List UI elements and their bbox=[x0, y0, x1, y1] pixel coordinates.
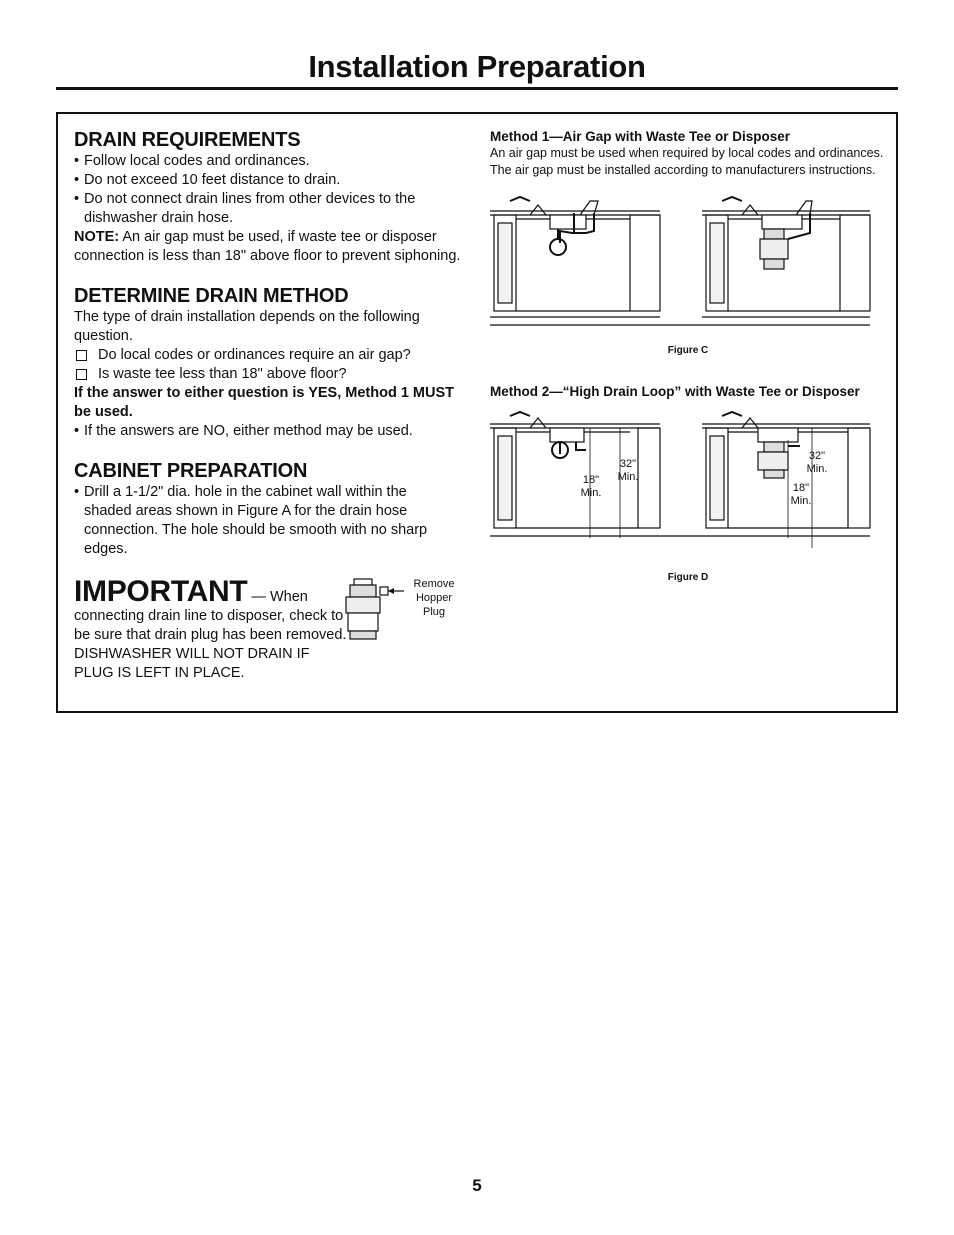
page-title: Installation Preparation bbox=[308, 49, 646, 84]
figure-d-illustration bbox=[490, 410, 886, 574]
method1-heading: Method 1—Air Gap with Waste Tee or Disposer bbox=[490, 129, 791, 144]
dim-unit: Min. bbox=[580, 487, 602, 499]
method1-requirement: If the answer to either question is YES, Method 1 MUST be used. bbox=[74, 385, 455, 420]
method2-heading: Method 2—“High Drain Loop” with Waste Tee or Disposer bbox=[490, 384, 860, 399]
important-body: connecting drain line to disposer, check to be sure that drain plug has been removed. DISHWASHER WILL NOT DRAIN IF PLUG IS LEFT IN PLACE. bbox=[74, 608, 347, 681]
dim-value: 32" bbox=[619, 458, 637, 470]
callout-line: Plug bbox=[422, 606, 446, 618]
list-item: • Follow local codes and ordinances. bbox=[74, 152, 468, 171]
list-item: • Do not exceed 10 feet distance to drain. bbox=[74, 171, 468, 190]
drain-note bbox=[74, 228, 468, 266]
figure-c-caption: Figure C bbox=[667, 345, 709, 356]
drain-requirements-list bbox=[74, 152, 468, 228]
figure-d-container bbox=[490, 410, 886, 574]
list-item: • Drill a 1-1/2" dia. hole in the cabinet wall within the shaded areas shown in Figure A for the drain hose connection. The hole should be smooth with no sharp edges. bbox=[74, 483, 468, 559]
dim-value: 32" bbox=[808, 450, 826, 462]
figure-c-illustration bbox=[490, 193, 886, 353]
dim-unit: Min. bbox=[617, 471, 639, 483]
important-lead: — When bbox=[247, 589, 308, 605]
callout-line: Hopper bbox=[415, 592, 453, 604]
list-item: • Do not connect drain lines from other devices to the dishwasher drain hose. bbox=[74, 190, 468, 228]
hopper-plug-callout bbox=[404, 577, 464, 619]
instructions-panel bbox=[56, 112, 898, 713]
dim-label-left-low bbox=[576, 474, 606, 500]
determine-drain-method-section bbox=[74, 284, 468, 441]
list-item: • If the answers are NO, either method may be used. bbox=[74, 422, 468, 441]
page-number: 5 bbox=[472, 1176, 482, 1195]
note-text: An air gap must be used, if waste tee or disposer connection is less than 18" above floor to prevent siphoning. bbox=[74, 229, 461, 264]
dim-label-left-high bbox=[616, 458, 640, 484]
method1-body: An air gap must be used when required by local codes and ordinances. The air gap must be installed according to manufacturers instructions. bbox=[490, 146, 884, 177]
question-checkbox-item: Is waste tee less than 18" above floor? bbox=[74, 365, 468, 384]
dim-unit: Min. bbox=[806, 463, 828, 475]
method1-section bbox=[490, 128, 886, 357]
dim-value: 18" bbox=[792, 482, 810, 494]
drain-requirements-section bbox=[74, 128, 468, 266]
dim-label-right-high bbox=[804, 450, 830, 476]
question-checkbox-item: Do local codes or ordinances require an air gap? bbox=[74, 346, 468, 365]
important-text-block bbox=[74, 577, 350, 683]
important-notice bbox=[74, 575, 468, 681]
note-label: NOTE: bbox=[74, 229, 120, 245]
right-column bbox=[490, 128, 886, 584]
determine-drain-method-heading: DETERMINE DRAIN METHOD bbox=[74, 285, 349, 307]
important-word: IMPORTANT bbox=[74, 575, 248, 608]
callout-line: Remove bbox=[413, 578, 455, 590]
dim-label-right-low bbox=[786, 482, 816, 508]
cabinet-preparation-heading: CABINET PREPARATION bbox=[74, 460, 308, 482]
figure-d-caption: Figure D bbox=[667, 572, 709, 583]
cabinet-preparation-section bbox=[74, 459, 468, 559]
title-rule bbox=[56, 87, 898, 90]
drain-method-questions bbox=[74, 346, 468, 384]
left-column bbox=[74, 128, 468, 681]
dim-unit: Min. bbox=[790, 495, 812, 507]
dim-value: 18" bbox=[582, 474, 600, 486]
drain-requirements-heading: DRAIN REQUIREMENTS bbox=[74, 129, 301, 151]
method2-section bbox=[490, 383, 886, 584]
drain-method-intro: The type of drain installation depends on the following question. bbox=[74, 309, 420, 344]
